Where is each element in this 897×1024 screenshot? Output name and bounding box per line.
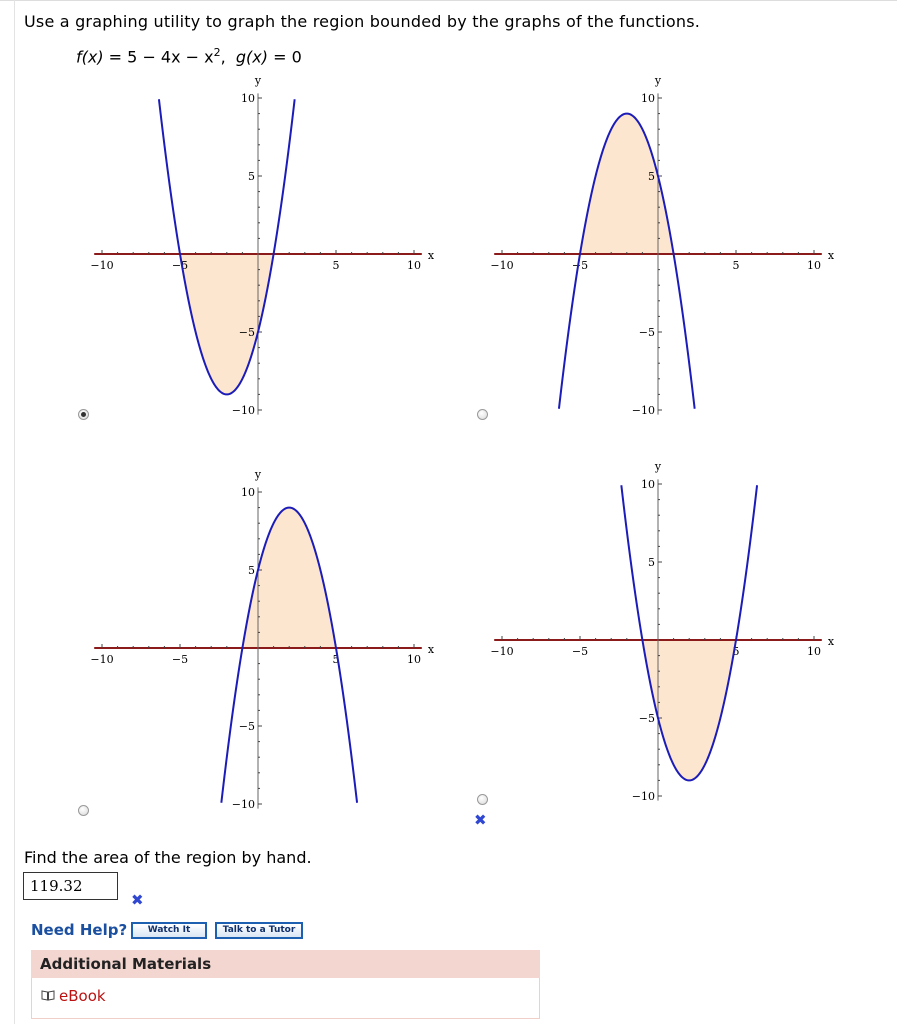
f-expression: = 5 − 4x − x (103, 47, 214, 67)
y-tick-label: 10 (641, 92, 655, 105)
x-axis-label: x (427, 249, 435, 262)
y-axis-label: y (254, 74, 262, 87)
y-axis-label: y (654, 460, 662, 473)
radio-option-3[interactable] (78, 805, 89, 816)
g-expression: = 0 (268, 47, 302, 67)
f-exponent: 2 (213, 46, 221, 59)
y-tick-label: −5 (238, 720, 255, 733)
talk-to-tutor-button[interactable]: Talk to a Tutor (215, 922, 303, 939)
g-name: g(x) (235, 47, 268, 67)
y-tick-label: 10 (641, 478, 655, 491)
x-tick-label: 10 (407, 259, 421, 272)
incorrect-x-icon: ✖ (474, 811, 487, 829)
x-tick-label: 5 (332, 259, 340, 272)
radio-option-1[interactable] (78, 409, 89, 420)
function-separator: , (220, 47, 236, 67)
x-tick-label: −5 (571, 645, 589, 658)
graph-option-1 (88, 72, 438, 422)
x-tick-label: 10 (407, 653, 421, 666)
y-tick-label: 5 (648, 556, 655, 569)
x-tick-label: −5 (171, 653, 189, 666)
x-tick-label: 10 (807, 259, 821, 272)
y-tick-label: −10 (231, 404, 255, 417)
watch-it-button[interactable]: Watch It (131, 922, 207, 939)
y-tick-label: 5 (248, 564, 255, 577)
incorrect-x-icon: ✖ (131, 891, 144, 909)
radio-option-4[interactable] (477, 794, 488, 805)
additional-materials-title: Additional Materials (40, 955, 212, 973)
ebook-link[interactable]: eBook (59, 987, 106, 1005)
x-tick-label: −5 (571, 259, 589, 272)
y-tick-label: −10 (631, 790, 655, 803)
y-tick-label: −5 (238, 326, 255, 339)
x-tick-label: −5 (171, 259, 189, 272)
graph-option-3 (88, 464, 438, 814)
book-icon (41, 990, 55, 1001)
x-tick-label: 5 (732, 259, 740, 272)
need-help-label: Need Help? (31, 921, 128, 939)
y-tick-label: 5 (248, 170, 255, 183)
y-axis-label: y (254, 468, 262, 481)
x-tick-label: 5 (732, 645, 740, 658)
y-tick-label: −5 (638, 326, 655, 339)
function-definitions (76, 46, 302, 66)
top-border (0, 0, 897, 6)
x-tick-label: −10 (90, 653, 114, 666)
y-axis-label: y (654, 74, 662, 87)
x-axis-label: x (827, 635, 835, 648)
area-answer-input[interactable]: 119.32 (23, 872, 118, 900)
y-tick-label: −10 (231, 798, 255, 811)
x-tick-label: 10 (807, 645, 821, 658)
area-prompt: Find the area of the region by hand. (24, 848, 312, 867)
y-tick-label: 10 (241, 486, 255, 499)
x-axis-label: x (427, 643, 435, 656)
additional-materials-header (31, 950, 540, 978)
x-tick-label: −10 (490, 645, 514, 658)
radio-option-2[interactable] (477, 409, 488, 420)
f-name: f(x) (76, 47, 104, 67)
y-tick-label: 10 (241, 92, 255, 105)
y-tick-label: −10 (631, 404, 655, 417)
x-axis-label: x (827, 249, 835, 262)
question-prompt: Use a graphing utility to graph the region bounded by the graphs of the functions. (24, 12, 701, 31)
x-tick-label: −10 (90, 259, 114, 272)
graph-option-2 (488, 72, 838, 422)
y-tick-label: −5 (638, 712, 655, 725)
x-tick-label: 5 (332, 653, 340, 666)
additional-materials-panel (31, 978, 540, 1019)
graph-option-4 (488, 456, 838, 816)
left-border (14, 0, 15, 1024)
x-tick-label: −10 (490, 259, 514, 272)
y-tick-label: 5 (648, 170, 655, 183)
